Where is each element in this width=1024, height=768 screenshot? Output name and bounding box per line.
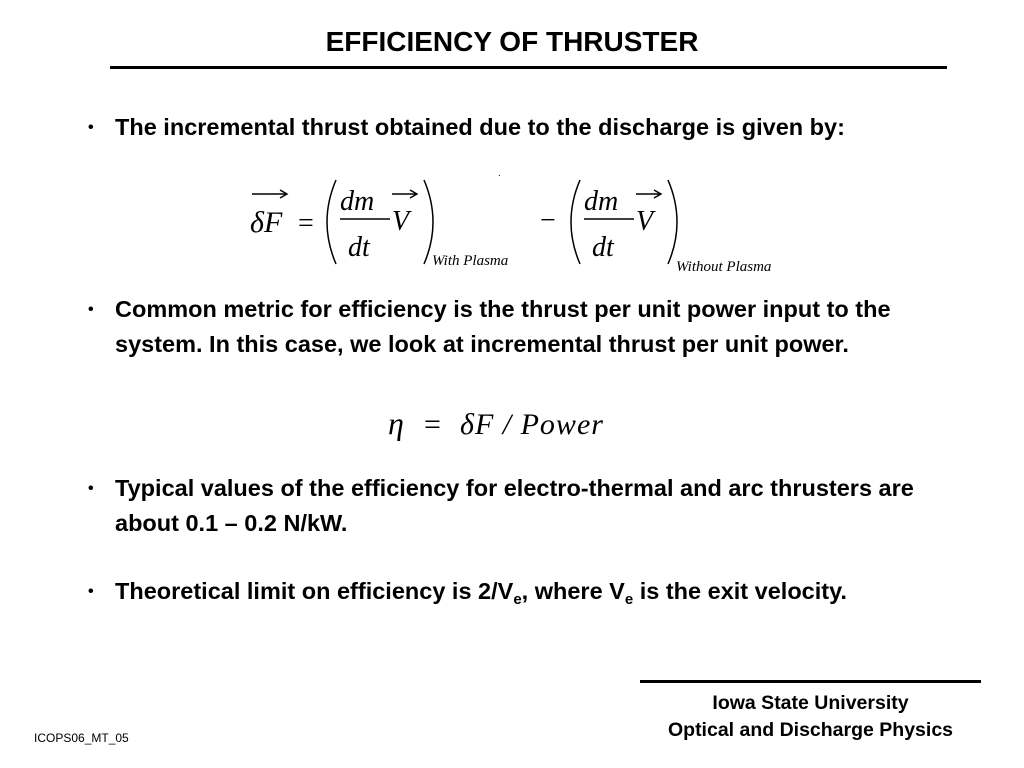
title-underline (110, 66, 947, 69)
delta-f-lhs: δF (250, 206, 283, 239)
numerator-dm: dm (340, 186, 375, 217)
bullet-text (115, 574, 968, 609)
slide-id: ICOPS06_MT_05 (34, 731, 129, 745)
text-before: Theoretical limit on efficiency is 2/V (115, 578, 514, 604)
denominator-dt: dt (348, 232, 370, 263)
eta-symbol: η (388, 405, 404, 441)
bullet-text: Typical values of the efficiency for electro-thermal and arc thrusters are about 0.1 – 0.2 N/kW. (115, 475, 914, 536)
efficiency-equation (380, 400, 700, 448)
text-after: is the exit velocity. (633, 578, 847, 604)
numerator-dm-2: dm (584, 186, 619, 217)
slide-title: EFFICIENCY OF THRUSTER (325, 26, 699, 57)
bullet-marker: • (88, 119, 94, 136)
stray-dot: . (498, 168, 501, 179)
thrust-equation (240, 172, 820, 282)
velocity-v: V (392, 206, 410, 237)
text-middle: , where V (521, 578, 625, 604)
minus-sign: − (540, 205, 556, 236)
footer-university: Iowa State University (712, 692, 909, 714)
bullet-marker: • (88, 583, 94, 600)
bullet-text: The incremental thrust obtained due to the discharge is given by: (115, 114, 845, 140)
bullet-marker: • (88, 480, 94, 497)
bullet-marker: • (88, 301, 94, 318)
bullet-incremental-thrust (88, 110, 968, 145)
equals-sign: = (298, 208, 314, 239)
subscript-e-2: e (624, 591, 634, 608)
equals-sign-2: = (424, 408, 441, 441)
velocity-v-2: V (636, 206, 654, 237)
subscript-with-plasma: With Plasma (432, 253, 509, 269)
footer-group: Optical and Discharge Physics (667, 719, 954, 741)
subscript-without-plasma: Without Plasma (676, 259, 772, 275)
delta-f-over-power: δF / Power (460, 408, 604, 441)
footer-rule (640, 680, 981, 683)
subscript-e: e (513, 591, 522, 608)
denominator-dt-2: dt (592, 232, 614, 263)
bullet-text: Common metric for efficiency is the thrust per unit power input to the system. In this case, we look at incremental thrust per unit power. (115, 296, 891, 357)
bullet-theoretical-limit (88, 574, 968, 609)
bullet-common-metric (88, 292, 968, 362)
bullet-typical-values (88, 471, 968, 541)
